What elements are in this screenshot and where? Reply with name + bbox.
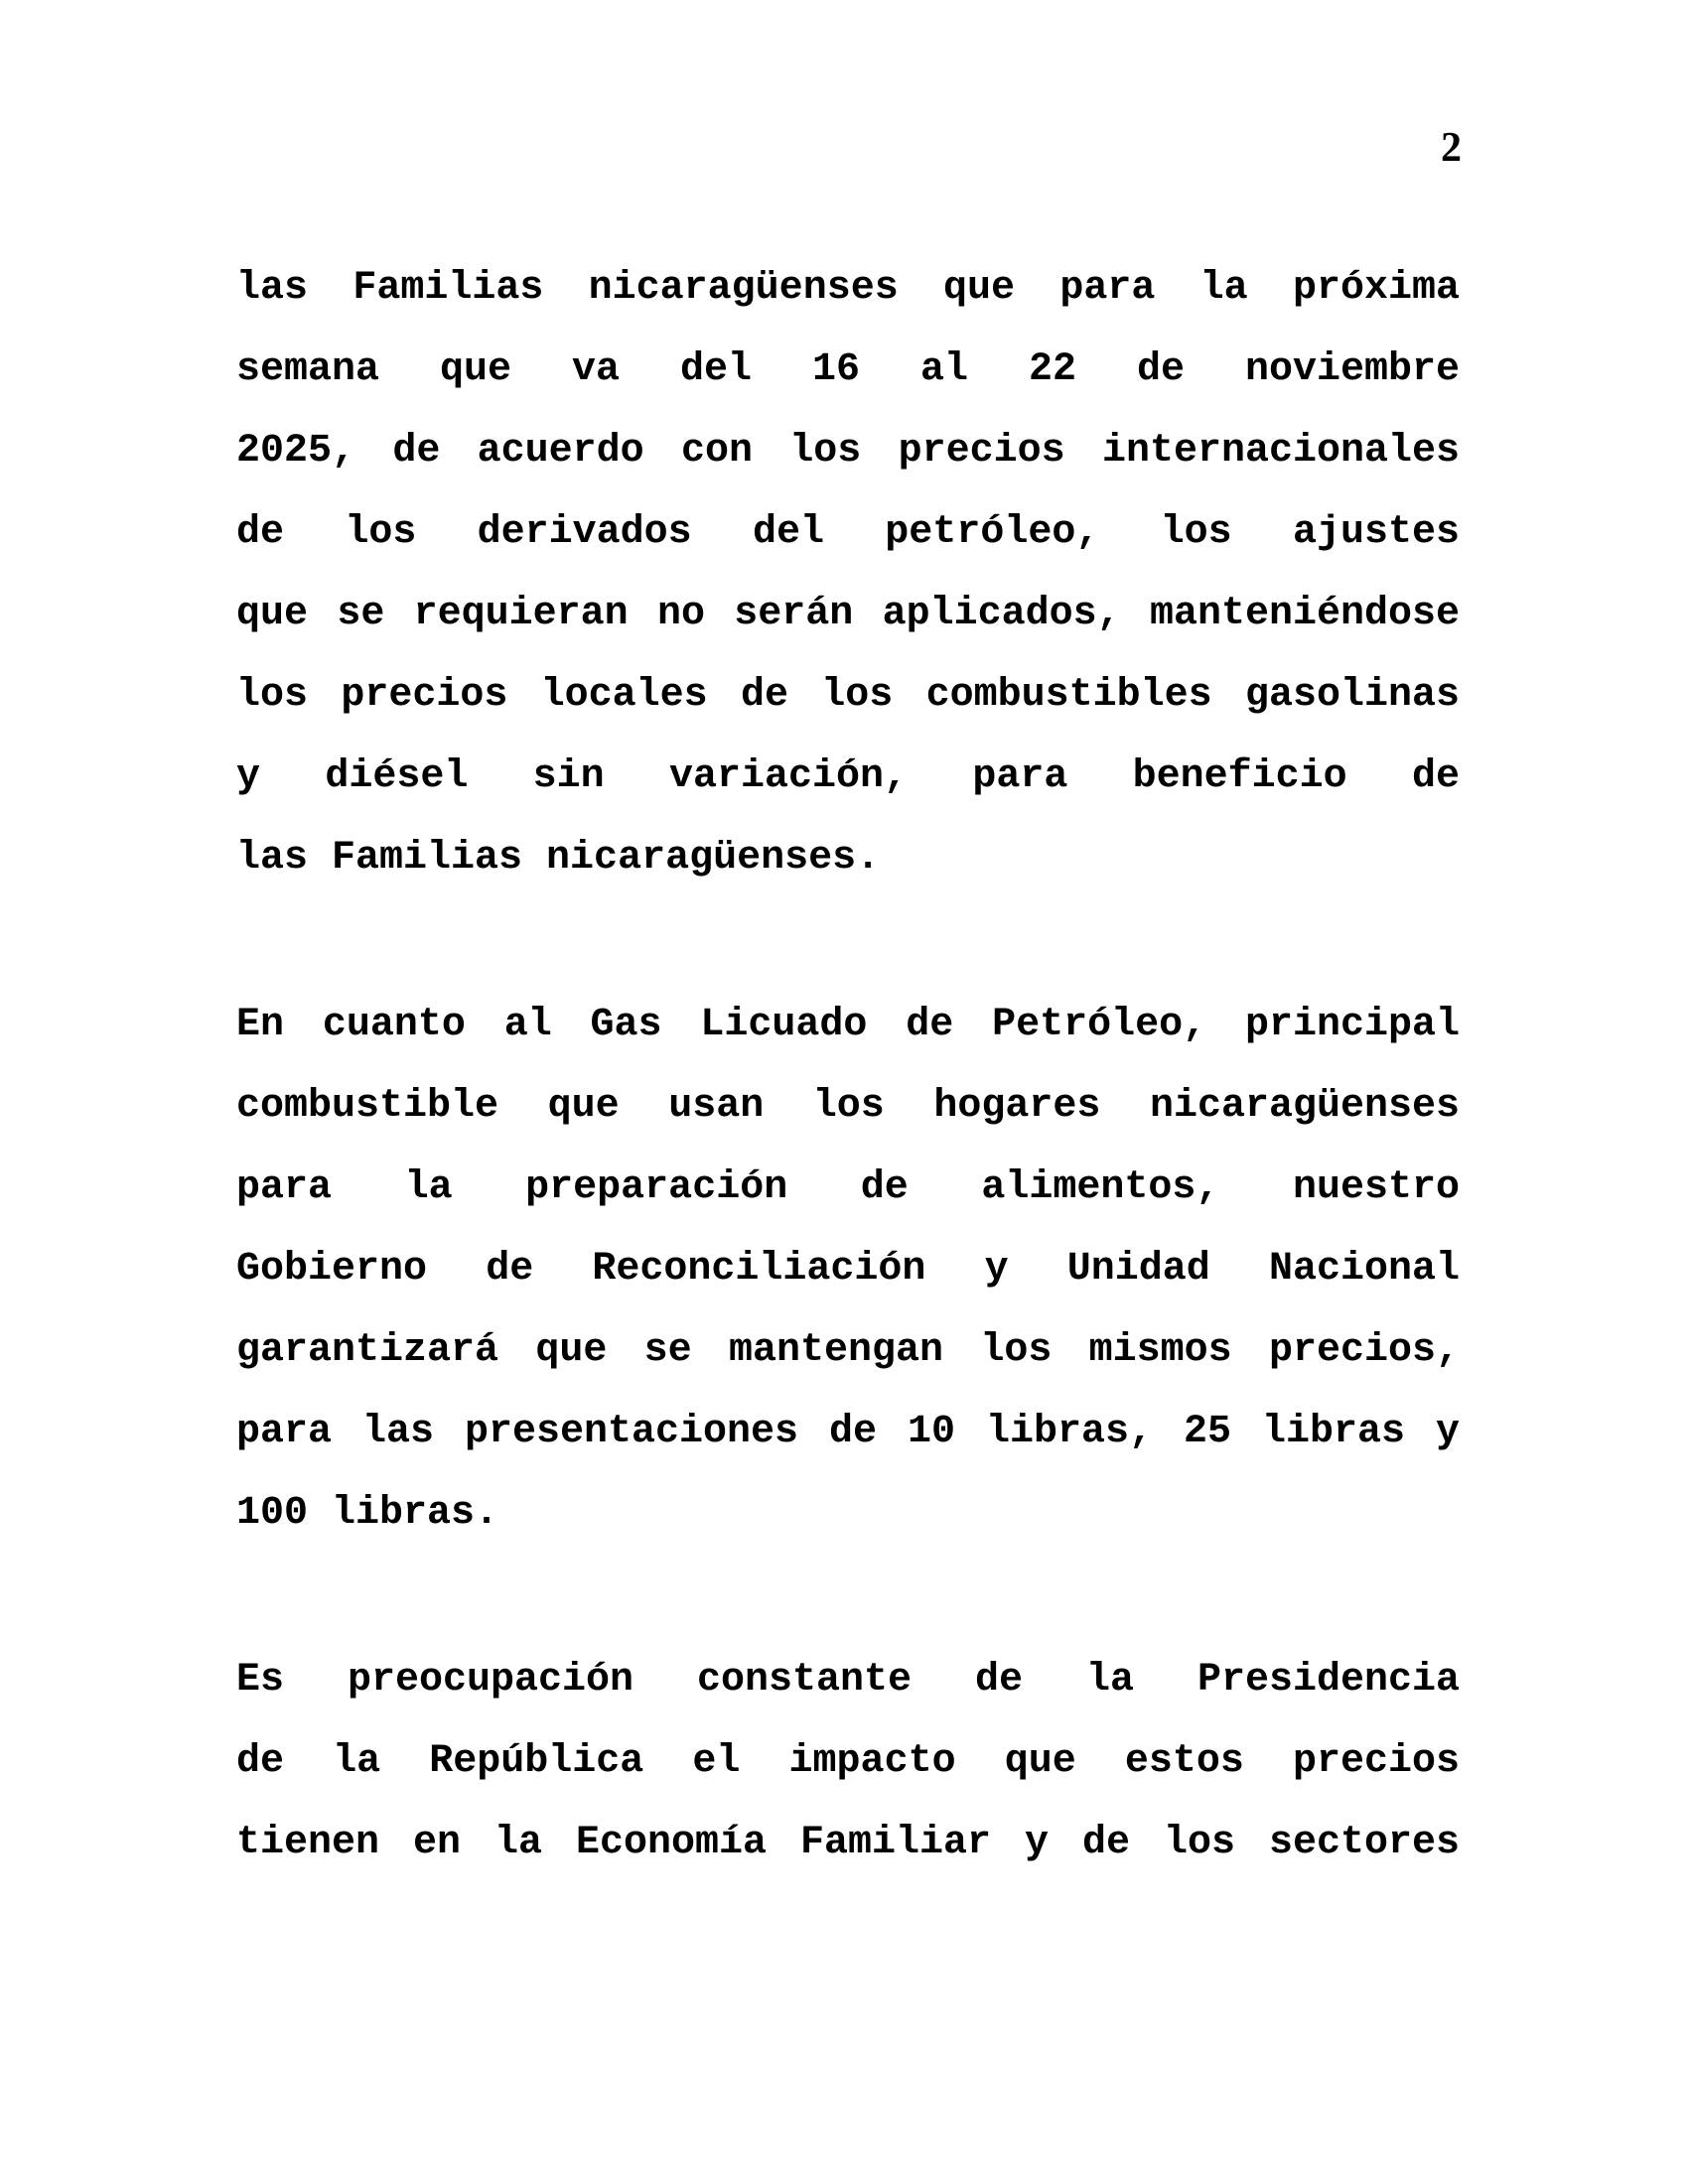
paragraph bbox=[236, 985, 1460, 1555]
text-line: de la República el impacto que estos precios bbox=[236, 1739, 1460, 1784]
text-line: las Familias nicaragüenses. bbox=[236, 836, 881, 881]
paragraph bbox=[236, 248, 1460, 899]
text-line: que se requieran no serán aplicados, manteniéndose bbox=[236, 592, 1460, 636]
text-line: garantizará que se mantengan los mismos precios, bbox=[236, 1328, 1460, 1373]
text-line: Es preocupación constante de la Presidencia bbox=[236, 1658, 1460, 1703]
text-line: para las presentaciones de 10 libras, 25 libras y bbox=[236, 1410, 1460, 1454]
paragraph bbox=[236, 1640, 1460, 1884]
page-number: 2 bbox=[1441, 125, 1462, 171]
text-line: Gobierno de Reconciliación y Unidad Nacional bbox=[236, 1247, 1460, 1292]
text-line: combustible que usan los hogares nicaragüenses bbox=[236, 1084, 1460, 1129]
text-line: semana que va del 16 al 22 de noviembre bbox=[236, 347, 1460, 392]
text-line: para la preparación de alimentos, nuestro bbox=[236, 1165, 1460, 1210]
text-line: En cuanto al Gas Licuado de Petróleo, principal bbox=[236, 1003, 1460, 1047]
text-line: de los derivados del petróleo, los ajustes bbox=[236, 510, 1460, 555]
text-line: las Familias nicaragüenses que para la próxima bbox=[236, 266, 1460, 311]
document-body bbox=[236, 248, 1460, 1970]
text-line: y diésel sin variación, para beneficio de bbox=[236, 754, 1460, 799]
text-line: 100 libras. bbox=[236, 1491, 499, 1536]
text-line: 2025, de acuerdo con los precios internacionales bbox=[236, 429, 1460, 474]
text-line: los precios locales de los combustibles gasolinas bbox=[236, 673, 1460, 718]
text-line: tienen en la Economía Familiar y de los sectores bbox=[236, 1821, 1460, 1865]
